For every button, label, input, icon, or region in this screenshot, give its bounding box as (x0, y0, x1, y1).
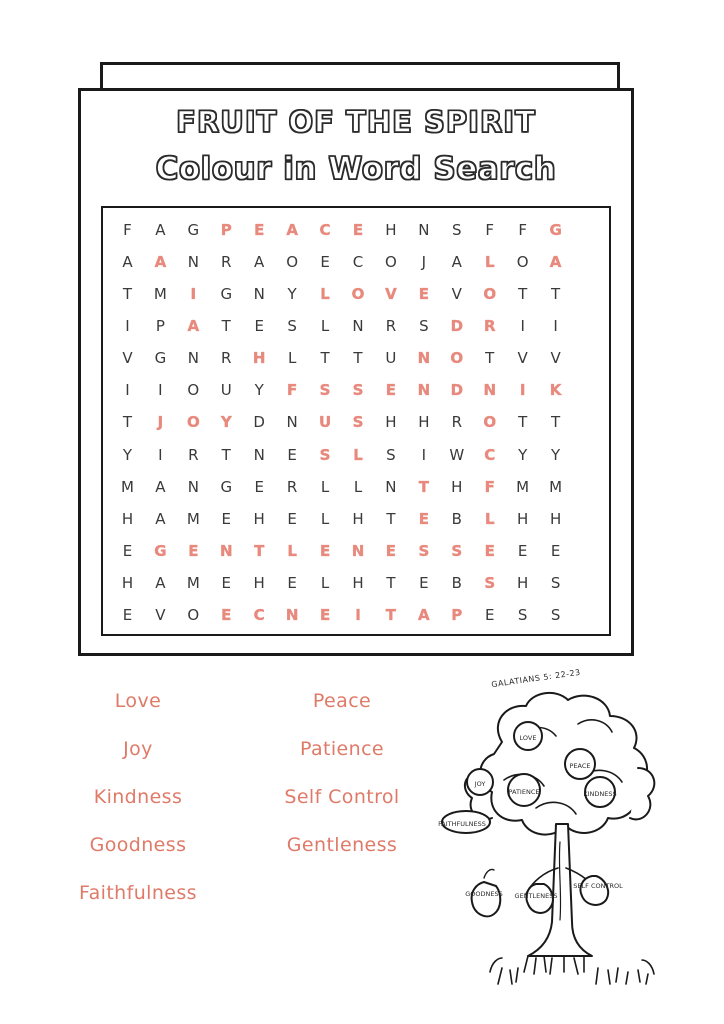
grid-cell[interactable]: L (320, 509, 330, 528)
grid-cell[interactable]: H (385, 413, 397, 432)
grid-cell[interactable]: N (187, 477, 199, 496)
grid-cell[interactable]: F (484, 477, 495, 496)
grid-cell[interactable]: E (122, 542, 133, 561)
grid-cell[interactable]: G (154, 349, 167, 368)
word-list (40, 690, 440, 904)
grid-cell[interactable]: S (319, 381, 331, 400)
grid-cell[interactable]: R (221, 349, 232, 368)
grid-cell[interactable]: R (286, 477, 298, 496)
grid-cell[interactable]: B (451, 509, 462, 528)
grid-cell[interactable]: Y (551, 445, 561, 464)
grid-cell[interactable]: M (120, 477, 134, 496)
fruit-label: FAITHFULNESS (438, 820, 486, 828)
grid-cell[interactable]: E (188, 542, 199, 561)
grid-cell[interactable]: U (318, 413, 332, 432)
grid-cell[interactable]: T (386, 509, 396, 528)
grid-cell[interactable]: H (517, 509, 529, 528)
word-list-item: Love (114, 690, 162, 712)
grid-cell[interactable]: A (154, 252, 167, 271)
grid-cell[interactable]: A (254, 252, 265, 271)
grid-cell[interactable]: A (155, 574, 166, 593)
grid-cell[interactable]: H (121, 574, 134, 593)
grid-cell[interactable]: T (221, 317, 231, 336)
grid-cell[interactable]: Y (254, 381, 264, 400)
grid-cell[interactable]: E (550, 542, 561, 561)
fruit-label: SELF CONTROL (573, 882, 623, 890)
grid-cell[interactable]: T (385, 606, 397, 625)
grid-cell[interactable]: R (385, 317, 397, 336)
grid-cell[interactable]: Y (518, 445, 528, 464)
grid-cell[interactable]: T (320, 349, 330, 368)
grid-cell[interactable]: S (451, 542, 463, 561)
grid-cell[interactable]: A (286, 220, 298, 239)
grid-cell[interactable]: I (158, 381, 163, 400)
grid-cell[interactable]: G (187, 220, 200, 239)
grid-cell[interactable]: P (451, 606, 463, 625)
grid-cell[interactable]: P (220, 220, 232, 239)
grid-cell[interactable]: F (518, 220, 527, 239)
worksheet-frame (78, 88, 634, 656)
fruit-label: PATIENCE (508, 788, 540, 796)
grid-cell[interactable]: R (188, 445, 199, 464)
grid-cell[interactable]: A (451, 252, 462, 271)
grid-cell[interactable]: F (485, 220, 495, 239)
grid-cell[interactable]: R (221, 252, 232, 271)
grid-cell[interactable]: C (319, 220, 331, 239)
grid-cell[interactable]: T (353, 349, 363, 368)
grid-cell[interactable]: N (417, 349, 431, 368)
grid-cell[interactable]: A (549, 252, 562, 271)
grid-cell[interactable]: S (287, 317, 297, 336)
grid-cell[interactable]: V (451, 284, 462, 303)
grid-cell[interactable]: E (254, 317, 264, 336)
grid-cell[interactable]: L (320, 317, 330, 336)
grid-cell[interactable]: S (484, 574, 496, 593)
grid-cell[interactable]: O (450, 349, 464, 368)
grid-cell[interactable]: I (520, 317, 525, 336)
grid-cell[interactable]: I (125, 381, 130, 400)
grid-cell[interactable]: J (421, 252, 427, 271)
grid-cell[interactable]: V (155, 606, 166, 625)
grid-cell[interactable]: I (519, 381, 526, 400)
grid-cell[interactable]: H (549, 509, 562, 528)
grid-cell[interactable]: A (155, 477, 166, 496)
grid-cell[interactable]: S (419, 317, 429, 336)
page-subtitle: Colour in Word Search (155, 151, 557, 187)
grid-cell[interactable]: T (518, 284, 528, 303)
grid-cell[interactable]: D (450, 317, 464, 336)
grid-cell[interactable]: S (550, 606, 561, 625)
grid-cell[interactable]: E (287, 445, 297, 464)
word-list-item: Kindness (93, 786, 183, 808)
grid-cell[interactable]: V (122, 349, 133, 368)
grid-cell[interactable]: E (352, 220, 364, 239)
grid-cell[interactable]: D (253, 413, 265, 432)
grid-cell[interactable]: H (253, 574, 265, 593)
grid-cell[interactable]: E (418, 284, 429, 303)
tree-drawing (432, 672, 694, 992)
fruit-label: LOVE (519, 734, 537, 742)
word-list-item: Joy (123, 738, 153, 760)
grid-cell[interactable]: C (352, 252, 364, 271)
grid-cell[interactable]: S (517, 606, 528, 625)
grid-cell[interactable]: O (516, 252, 529, 271)
grid-cell[interactable]: S (452, 220, 462, 239)
grid-cell[interactable]: H (352, 574, 364, 593)
grid-cell[interactable]: L (320, 574, 330, 593)
grid-cell[interactable]: N (187, 252, 199, 271)
grid-cell[interactable]: A (187, 317, 200, 336)
grid-cell[interactable]: O (187, 381, 200, 400)
grid-cell[interactable]: M (186, 509, 200, 528)
grid-cell[interactable]: I (158, 445, 163, 464)
grid-cell[interactable]: M (153, 284, 167, 303)
word-list-item: Peace (312, 690, 372, 712)
grid-cell[interactable]: I (553, 317, 558, 336)
grid-cell[interactable]: F (123, 220, 132, 239)
grid-cell[interactable]: V (550, 349, 561, 368)
grid-cell[interactable]: N (385, 477, 397, 496)
grid-cell[interactable]: O (351, 284, 365, 303)
grid-cell[interactable]: H (385, 220, 397, 239)
grid-cell[interactable]: G (220, 477, 233, 496)
grid-cell[interactable]: E (319, 606, 331, 625)
grid-cell[interactable]: T (485, 349, 495, 368)
grid-cell[interactable]: R (483, 317, 496, 336)
grid-cell[interactable]: Y (122, 445, 133, 464)
grid-cell[interactable]: U (385, 349, 397, 368)
grid-cell[interactable]: N (187, 349, 199, 368)
fruit-tree-illustration (432, 667, 694, 992)
grid-cell[interactable]: O (483, 413, 497, 432)
grid-cell[interactable]: E (221, 574, 231, 593)
grid-cell[interactable]: E (484, 542, 495, 561)
grid-cell[interactable]: T (122, 413, 133, 432)
grid-cell[interactable]: T (386, 574, 396, 593)
grid-cell[interactable]: H (517, 574, 529, 593)
grid-cell[interactable]: A (418, 606, 430, 625)
grid-cell[interactable]: H (253, 509, 265, 528)
grid-cell[interactable]: T (551, 284, 561, 303)
grid-cell[interactable]: S (386, 445, 396, 464)
grid-cell[interactable]: K (549, 381, 562, 400)
grid-cell[interactable]: E (287, 509, 297, 528)
grid-cell[interactable]: E (221, 509, 231, 528)
grid-cell[interactable]: L (484, 509, 495, 528)
word-list-item: Gentleness (286, 834, 398, 856)
grid-cell[interactable]: N (351, 542, 365, 561)
word-list-item: Goodness (89, 834, 187, 856)
grid-cell[interactable]: T (418, 477, 429, 496)
grid-cell[interactable]: E (484, 606, 495, 625)
grid-cell[interactable]: W (449, 445, 465, 464)
fruit-label: KINDNESS (583, 790, 617, 798)
grid-cell[interactable]: J (157, 413, 164, 432)
fruit-label: PEACE (569, 762, 591, 770)
grid-cell[interactable]: N (286, 413, 298, 432)
grid-cell[interactable]: E (517, 542, 528, 561)
grid-cell[interactable]: E (221, 606, 232, 625)
grid-cell[interactable]: T (221, 445, 231, 464)
fruit-label: JOY (474, 780, 486, 788)
word-search-grid-box (101, 206, 611, 636)
grid-cell[interactable]: H (451, 477, 463, 496)
grid-cell[interactable]: L (353, 477, 363, 496)
page-title: FRUIT OF THE SPIRIT (176, 105, 536, 139)
grid-cell[interactable]: E (254, 220, 265, 239)
grid-cell[interactable]: C (253, 606, 265, 625)
grid-cell[interactable]: T (551, 413, 561, 432)
grid-cell[interactable]: V (385, 284, 397, 303)
grid-cell[interactable]: I (125, 317, 130, 336)
grid-cell[interactable]: H (121, 509, 134, 528)
grid-cell[interactable]: G (220, 284, 233, 303)
grid-cell[interactable]: N (418, 220, 430, 239)
grid-cell[interactable]: D (450, 381, 464, 400)
fruit-label: GENTLENESS (514, 892, 558, 900)
grid-cell[interactable]: G (154, 542, 167, 561)
verse-reference: GALATIANS 5: 22-23 (490, 667, 582, 690)
grid-cell[interactable]: I (355, 606, 361, 625)
word-list-item: Self Control (284, 786, 400, 808)
word-list-item: Faithfulness (79, 882, 197, 904)
grid-cell[interactable]: N (253, 284, 265, 303)
grid-cell[interactable]: O (187, 606, 200, 625)
grid-cell[interactable]: L (484, 252, 495, 271)
grid-cell[interactable]: N (352, 317, 364, 336)
grid-cell[interactable]: B (451, 574, 462, 593)
grid-cell[interactable]: N (417, 381, 431, 400)
grid-cell[interactable]: E (385, 542, 397, 561)
grid-cell[interactable]: A (155, 220, 166, 239)
grid-cell[interactable]: O (186, 413, 200, 432)
grid-cell[interactable]: E (419, 574, 429, 593)
grid-cell[interactable]: E (320, 252, 330, 271)
grid-cell[interactable]: N (285, 606, 299, 625)
word-search-grid[interactable] (111, 214, 605, 632)
grid-cell[interactable]: A (122, 252, 133, 271)
grid-cell[interactable]: T (518, 413, 528, 432)
grid-cell[interactable]: N (253, 445, 265, 464)
grid-cell[interactable]: A (155, 509, 166, 528)
grid-cell[interactable]: N (483, 381, 496, 400)
grid-cell[interactable]: I (190, 284, 197, 303)
grid-cell[interactable]: L (320, 477, 330, 496)
grid-cell[interactable]: V (517, 349, 528, 368)
grid-cell[interactable]: L (353, 445, 363, 464)
grid-cell[interactable]: C (484, 445, 496, 464)
grid-cell[interactable]: Y (287, 284, 297, 303)
grid-cell[interactable]: T (254, 542, 265, 561)
grid-cell[interactable]: S (418, 542, 430, 561)
grid-cell[interactable]: H (252, 349, 266, 368)
grid-cell[interactable]: L (287, 542, 297, 561)
grid-cell[interactable]: N (219, 542, 233, 561)
grid-cell[interactable]: L (320, 284, 330, 303)
grid-cell[interactable]: O (483, 284, 497, 303)
grid-cell[interactable]: E (319, 542, 331, 561)
word-list-item: Patience (299, 738, 385, 760)
grid-cell[interactable]: L (287, 349, 297, 368)
grid-cell[interactable]: E (122, 606, 133, 625)
grid-cell[interactable]: M (186, 574, 200, 593)
grid-cell[interactable]: E (418, 509, 429, 528)
grid-cell[interactable]: M (549, 477, 563, 496)
fruit-label: GOODNESS (465, 890, 503, 898)
grid-cell[interactable]: O (385, 252, 397, 271)
grid-cell[interactable]: O (286, 252, 299, 271)
grid-cell[interactable]: S (550, 574, 561, 593)
grid-cell[interactable]: E (385, 381, 397, 400)
grid-cell[interactable]: Y (220, 413, 232, 432)
grid-cell[interactable]: M (516, 477, 530, 496)
grid-cell[interactable]: F (287, 381, 298, 400)
grid-cell[interactable]: S (352, 381, 364, 400)
grid-cell[interactable]: E (287, 574, 297, 593)
grid-cell[interactable]: P (155, 317, 165, 336)
grid-cell[interactable]: H (352, 509, 364, 528)
grid-cell[interactable]: R (451, 413, 463, 432)
grid-cell[interactable]: I (421, 445, 427, 464)
grid-cell[interactable]: E (254, 477, 264, 496)
grid-cell[interactable]: U (220, 381, 232, 400)
grid-cell[interactable]: S (319, 445, 331, 464)
grid-cell[interactable]: G (549, 220, 562, 239)
grid-cell[interactable]: T (122, 284, 133, 303)
grid-cell[interactable]: S (352, 413, 364, 432)
grid-cell[interactable]: H (418, 413, 430, 432)
